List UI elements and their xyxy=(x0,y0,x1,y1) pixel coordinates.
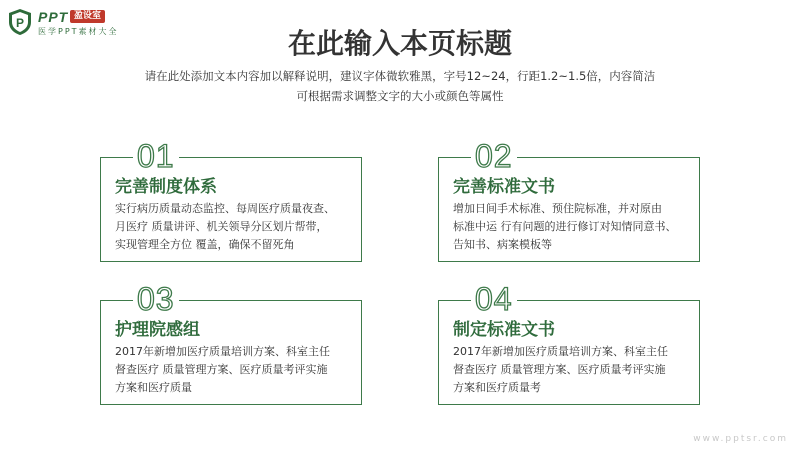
card-body-line: 月医疗 质量讲评、机关领导分区划片帮带， xyxy=(115,220,328,233)
logo-badge: 盈设室 xyxy=(70,10,105,23)
card-title: 完善标准文书 xyxy=(453,177,555,197)
card-title: 护理院感组 xyxy=(115,320,200,340)
card-body-line: 告知书、病案模板等 xyxy=(453,238,552,251)
logo-subtitle: 医学PPT素材大全 xyxy=(38,27,119,36)
page-title: 在此输入本页标题 xyxy=(287,27,512,60)
subtitle-line-2: 可根据需求调整文字的大小或颜色等属性 xyxy=(296,89,504,103)
card-body-line: 增加日间手术标准、预住院标准，并对原由 xyxy=(453,202,662,215)
card-body xyxy=(115,200,355,254)
card-body-line: 督查医疗 质量管理方案、医疗质量考评实施 xyxy=(115,363,328,376)
page-subtitle xyxy=(100,66,700,106)
card-number: 04 xyxy=(471,281,517,317)
card-number: 01 xyxy=(133,138,179,174)
card-body-line: 实现管理全方位 覆盖，确保不留死角 xyxy=(115,238,295,251)
card-04 xyxy=(438,281,700,405)
card-title: 完善制度体系 xyxy=(115,177,217,197)
card-body-line: 实行病历质量动态监控、每周医疗质量夜查、 xyxy=(115,202,335,215)
card-body-line: 方案和医疗质量 xyxy=(115,381,192,394)
card-number: 03 xyxy=(133,281,179,317)
card-01 xyxy=(100,138,362,262)
card-body xyxy=(115,343,355,397)
card-title: 制定标准文书 xyxy=(453,320,555,340)
card-body-line: 方案和医疗质量考 xyxy=(453,381,541,394)
logo-brand: PPT xyxy=(38,9,69,25)
card-body-line: 2017年新增加医疗质量培训方案、科室主任 xyxy=(115,345,330,358)
card-body xyxy=(453,200,693,254)
card-body xyxy=(453,343,693,397)
card-body-line: 督查医疗 质量管理方案、医疗质量考评实施 xyxy=(453,363,666,376)
card-03 xyxy=(100,281,362,405)
card-number: 02 xyxy=(471,138,517,174)
card-body-line: 2017年新增加医疗质量培训方案、科室主任 xyxy=(453,345,668,358)
subtitle-line-1: 请在此处添加文本内容加以解释说明，建议字体微软雅黑，字号12~24，行距1.2~1.5倍，内容简洁 xyxy=(144,69,656,83)
card-body-line: 标准中运 行有问题的进行修订对知情同意书、 xyxy=(453,220,677,233)
svg-text:P: P xyxy=(15,16,25,30)
card-02 xyxy=(438,138,700,262)
watermark: www.pptsr.com xyxy=(693,434,788,444)
